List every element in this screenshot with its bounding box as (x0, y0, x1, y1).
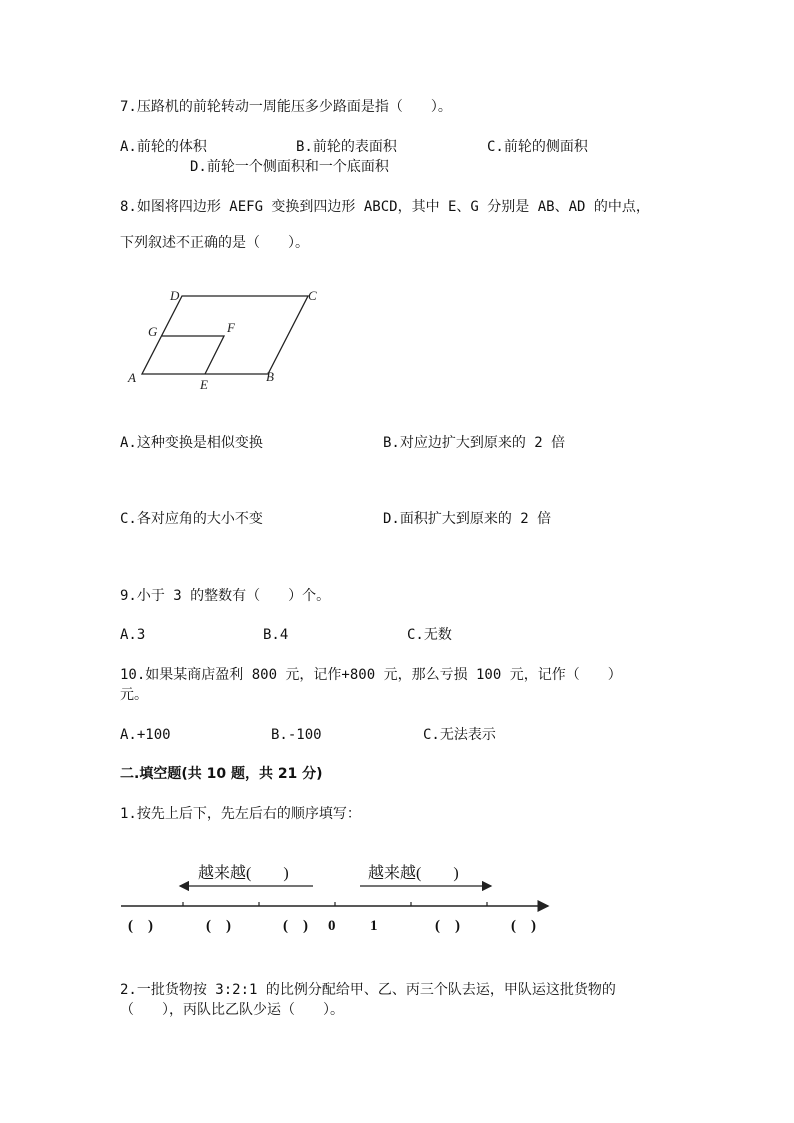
label-d: D (170, 288, 180, 303)
q8-stem-line2: 下列叙述不正确的是（ ）。 (120, 235, 309, 251)
q8-option-b: B.对应边扩大到原来的 2 倍 (383, 435, 566, 451)
section-title: 二.填空题(共 10 题，共 21 分) (120, 766, 323, 782)
q10-option-a: A.+100 (120, 727, 171, 743)
label-a: A (128, 370, 136, 385)
right-arrow-label: 越来越( ) (368, 865, 459, 882)
q10-stem-line2: 元。 (120, 687, 148, 703)
q9-stem: 9.小于 3 的整数有（ ）个。 (120, 588, 331, 604)
q7-option-b: B.前轮的表面积 (296, 139, 397, 155)
one-label: 1 (370, 918, 378, 934)
fill2-stem-line1: 2.一批货物按 3:2:1 的比例分配给甲、乙、丙三个队去运，甲队运这批货物的 (120, 982, 616, 998)
label-c: C (308, 288, 317, 303)
blank-2: ( ) (206, 918, 231, 934)
q7-option-a: A.前轮的体积 (120, 139, 207, 155)
label-g: G (148, 324, 158, 339)
blank-4: ( ) (435, 918, 460, 934)
label-b: B (266, 369, 274, 384)
q7-stem: 7.压路机的前轮转动一周能压多少路面是指（ ）。 (120, 99, 452, 115)
q10-option-b: B.-100 (271, 727, 322, 743)
quadrilateral-aefg (162, 336, 224, 374)
q9-option-b: B.4 (263, 627, 289, 643)
parallelogram-abcd (142, 296, 308, 374)
fill1-stem: 1.按先上后下，先左后右的顺序填写： (120, 806, 361, 822)
q8-stem-line1: 8.如图将四边形 AEFG 变换到四边形 ABCD，其中 E、G 分别是 AB、AD 的中点， (120, 199, 650, 215)
q10-option-c: C.无法表示 (423, 727, 496, 743)
q9-option-a: A.3 (120, 627, 146, 643)
q8-figure (120, 282, 330, 392)
q7-option-c: C.前轮的侧面积 (487, 139, 588, 155)
q8-option-a: A.这种变换是相似变换 (120, 435, 263, 451)
fill2-stem-line2: （ ），丙队比乙队少运（ ）。 (120, 1002, 344, 1018)
blank-1: ( ) (128, 918, 153, 934)
zero-label: 0 (328, 918, 336, 934)
q9-option-c: C.无数 (407, 627, 452, 643)
q10-stem-line1: 10.如果某商店盈利 800 元，记作+800 元，那么亏损 100 元，记作（ ） (120, 667, 622, 683)
blank-5: ( ) (511, 918, 536, 934)
left-arrow-label: 越来越( ) (198, 865, 289, 882)
q7-option-d: D.前轮一个侧面积和一个底面积 (190, 159, 389, 175)
label-e: E (200, 377, 208, 392)
blank-3: ( ) (283, 918, 308, 934)
q8-option-c: C.各对应角的大小不变 (120, 511, 263, 527)
number-line-figure (116, 852, 556, 942)
q8-option-d: D.面积扩大到原来的 2 倍 (383, 511, 552, 527)
label-f: F (227, 320, 235, 335)
